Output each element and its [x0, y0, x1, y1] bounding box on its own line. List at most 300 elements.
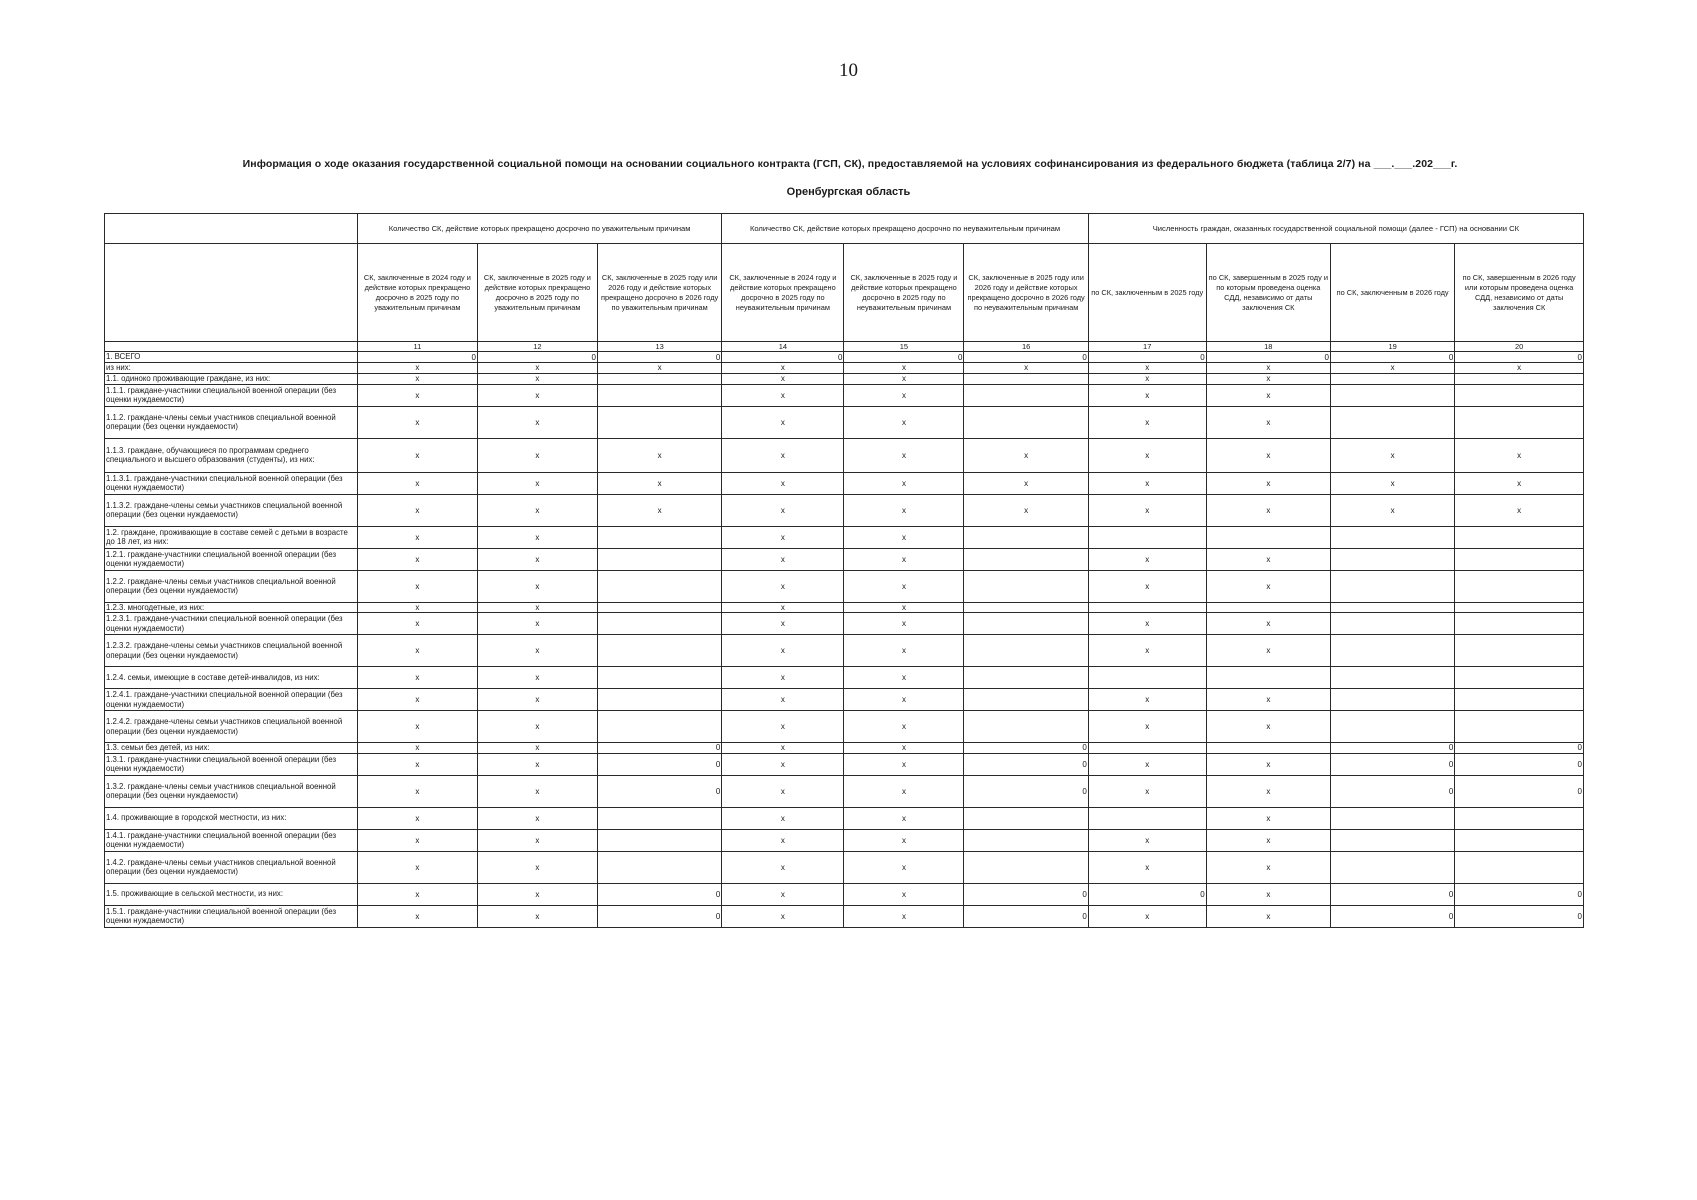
- table-cell: x: [1088, 613, 1206, 635]
- table-cell: x: [357, 753, 477, 775]
- table-cell: x: [722, 635, 844, 667]
- table-cell: x: [844, 883, 964, 905]
- table-cell: x: [1088, 851, 1206, 883]
- table-cell: [1330, 526, 1454, 548]
- table-row: [105, 526, 1584, 548]
- group-header-invalid-reasons: Количество СК, действие которых прекращено досрочно по неуважительным причинам: [722, 214, 1089, 244]
- table-cell: x: [1088, 472, 1206, 494]
- table-row: [105, 548, 1584, 570]
- table-row: [105, 775, 1584, 807]
- column-number-14: 14: [722, 342, 844, 352]
- table-cell: x: [1455, 472, 1584, 494]
- table-cell: [964, 406, 1088, 438]
- table-cell: [597, 851, 721, 883]
- table-row: [105, 570, 1584, 602]
- table-cell: x: [1088, 753, 1206, 775]
- table-cell: [597, 635, 721, 667]
- table-body: [105, 352, 1584, 928]
- table-cell: 0: [1330, 743, 1454, 754]
- table-cell: 0: [964, 352, 1088, 363]
- table-cell: x: [1088, 406, 1206, 438]
- table-cell: [964, 602, 1088, 613]
- table-cell: x: [1206, 438, 1330, 472]
- table-cell: x: [477, 753, 597, 775]
- column-header-14: СК, заключенные в 2024 году и действие которых прекращено досрочно в 2025 году по неуважительным причинам: [722, 244, 844, 342]
- table-row: [105, 883, 1584, 905]
- table-cell: x: [844, 494, 964, 526]
- table-cell: [1206, 667, 1330, 689]
- table-cell: [964, 613, 1088, 635]
- table-cell: x: [1206, 570, 1330, 602]
- table-cell: x: [1455, 438, 1584, 472]
- table-cell: x: [357, 438, 477, 472]
- table-cell: 0: [1088, 352, 1206, 363]
- column-number-11: 11: [357, 342, 477, 352]
- table-cell: x: [357, 472, 477, 494]
- table-cell: 0: [1088, 883, 1206, 905]
- table-cell: 0: [597, 753, 721, 775]
- table-cell: x: [1206, 775, 1330, 807]
- table-cell: x: [844, 570, 964, 602]
- table-cell: [1088, 526, 1206, 548]
- table-cell: x: [1206, 548, 1330, 570]
- table-cell: 0: [597, 743, 721, 754]
- table-cell: x: [477, 384, 597, 406]
- row-label: 1.4.2. граждане-члены семьи участников специальной военной операции (без оценки нуждаемости): [105, 851, 358, 883]
- table-cell: x: [597, 494, 721, 526]
- row-label: 1.1.3. граждане, обучающиеся по программам среднего специального и высшего образования (студенты), из них:: [105, 438, 358, 472]
- column-header-12: СК, заключенные в 2025 году и действие которых прекращено досрочно в 2025 году по уважительным причинам: [477, 244, 597, 342]
- column-header-13: СК, заключенные в 2025 году или 2026 году и действие которых прекращено досрочно в 2026 году по уважительным причинам: [597, 244, 721, 342]
- table-cell: x: [722, 743, 844, 754]
- table-cell: [964, 635, 1088, 667]
- table-cell: [1330, 373, 1454, 384]
- table-cell: x: [477, 807, 597, 829]
- table-cell: x: [1206, 711, 1330, 743]
- row-label: 1.2.2. граждане-члены семьи участников специальной военной операции (без оценки нуждаемости): [105, 570, 358, 602]
- row-label: 1.1.1. граждане-участники специальной военной операции (без оценки нуждаемости): [105, 384, 358, 406]
- table-cell: x: [597, 363, 721, 374]
- table-cell: x: [477, 883, 597, 905]
- table-cell: [964, 373, 1088, 384]
- table-cell: x: [477, 438, 597, 472]
- table-cell: x: [597, 438, 721, 472]
- table-cell: [1330, 602, 1454, 613]
- table-cell: x: [1088, 363, 1206, 374]
- table-cell: 0: [964, 775, 1088, 807]
- table-row: [105, 743, 1584, 754]
- table-cell: 0: [477, 352, 597, 363]
- table-cell: x: [844, 829, 964, 851]
- table-cell: [964, 689, 1088, 711]
- table-cell: x: [357, 851, 477, 883]
- table-cell: x: [477, 548, 597, 570]
- table-row: [105, 494, 1584, 526]
- table-cell: [964, 570, 1088, 602]
- row-label: 1.1.2. граждане-члены семьи участников специальной военной операции (без оценки нуждаемости): [105, 406, 358, 438]
- table-cell: [1455, 667, 1584, 689]
- table-cell: [964, 548, 1088, 570]
- table-row: [105, 613, 1584, 635]
- table-cell: x: [477, 905, 597, 927]
- table-cell: 0: [1330, 753, 1454, 775]
- table-cell: x: [1330, 363, 1454, 374]
- table-cell: x: [1088, 711, 1206, 743]
- table-cell: [1330, 667, 1454, 689]
- table-row: [105, 373, 1584, 384]
- table-cell: x: [357, 494, 477, 526]
- table-cell: x: [477, 373, 597, 384]
- table-cell: [1330, 851, 1454, 883]
- table-cell: [1330, 548, 1454, 570]
- table-cell: x: [722, 526, 844, 548]
- table-cell: [1455, 851, 1584, 883]
- table-cell: [1206, 526, 1330, 548]
- table-cell: [597, 689, 721, 711]
- header-blank-cell: [105, 244, 358, 342]
- row-label: 1.1.3.2. граждане-члены семьи участников специальной военной операции (без оценки нуждаемости): [105, 494, 358, 526]
- table-cell: x: [357, 775, 477, 807]
- table-cell: x: [477, 363, 597, 374]
- table-cell: 0: [964, 743, 1088, 754]
- table-cell: 0: [1455, 743, 1584, 754]
- table-cell: x: [844, 548, 964, 570]
- table-cell: x: [1088, 494, 1206, 526]
- row-label: 1.2.4. семьи, имеющие в составе детей-инвалидов, из них:: [105, 667, 358, 689]
- table-row: [105, 807, 1584, 829]
- table-cell: x: [477, 711, 597, 743]
- table-cell: [1455, 526, 1584, 548]
- table-cell: [1330, 829, 1454, 851]
- table-cell: x: [722, 689, 844, 711]
- table-cell: x: [357, 602, 477, 613]
- row-label: 1.3. семьи без детей, из них:: [105, 743, 358, 754]
- table-cell: x: [722, 711, 844, 743]
- table-cell: x: [1206, 363, 1330, 374]
- row-label: 1.2. граждане, проживающие в составе семей с детьми в возрасте до 18 лет, из них:: [105, 526, 358, 548]
- column-number-19: 19: [1330, 342, 1454, 352]
- table-cell: 0: [1330, 905, 1454, 927]
- table-cell: x: [722, 363, 844, 374]
- table-cell: x: [722, 602, 844, 613]
- table-cell: x: [722, 494, 844, 526]
- table-cell: [1455, 689, 1584, 711]
- table-cell: x: [1206, 883, 1330, 905]
- table-row: [105, 352, 1584, 363]
- table-cell: x: [964, 438, 1088, 472]
- table-cell: x: [844, 753, 964, 775]
- table-cell: [597, 807, 721, 829]
- row-label: 1.2.3.1. граждане-участники специальной военной операции (без оценки нуждаемости): [105, 613, 358, 635]
- table-cell: [1455, 613, 1584, 635]
- row-label: 1.3.2. граждане-члены семьи участников специальной военной операции (без оценки нуждаемости): [105, 775, 358, 807]
- table-cell: x: [477, 472, 597, 494]
- table-cell: [964, 384, 1088, 406]
- table-cell: [597, 570, 721, 602]
- table-cell: [1455, 373, 1584, 384]
- column-header-19: по СК, заключенным в 2026 году: [1330, 244, 1454, 342]
- table-cell: x: [1088, 635, 1206, 667]
- row-label: 1.2.3.2. граждане-члены семьи участников специальной военной операции (без оценки нуждаемости): [105, 635, 358, 667]
- table-cell: x: [844, 711, 964, 743]
- row-label: 1.4. проживающие в городской местности, из них:: [105, 807, 358, 829]
- table-cell: x: [844, 363, 964, 374]
- table-cell: x: [477, 851, 597, 883]
- table-cell: x: [357, 883, 477, 905]
- table-cell: x: [1206, 472, 1330, 494]
- table-cell: 0: [597, 775, 721, 807]
- table-cell: x: [357, 689, 477, 711]
- table-cell: [1455, 711, 1584, 743]
- table-row: [105, 711, 1584, 743]
- table-cell: [1088, 667, 1206, 689]
- table-cell: x: [357, 829, 477, 851]
- row-label: 1.4.1. граждане-участники специальной военной операции (без оценки нуждаемости): [105, 829, 358, 851]
- report-table: [104, 213, 1584, 928]
- table-cell: [964, 667, 1088, 689]
- table-cell: x: [1455, 494, 1584, 526]
- table-cell: x: [1088, 384, 1206, 406]
- table-cell: 0: [964, 905, 1088, 927]
- table-cell: x: [1206, 753, 1330, 775]
- table-cell: x: [357, 711, 477, 743]
- table-cell: x: [1330, 472, 1454, 494]
- table-cell: [1455, 570, 1584, 602]
- table-cell: [1330, 635, 1454, 667]
- table-cell: x: [844, 438, 964, 472]
- table-cell: 0: [964, 753, 1088, 775]
- table-cell: [964, 711, 1088, 743]
- table-row: [105, 851, 1584, 883]
- table-cell: x: [1206, 905, 1330, 927]
- table-cell: x: [1088, 373, 1206, 384]
- table-cell: [1088, 602, 1206, 613]
- table-cell: 0: [1330, 883, 1454, 905]
- table-cell: x: [722, 667, 844, 689]
- table-cell: x: [722, 905, 844, 927]
- row-label: 1. ВСЕГО: [105, 352, 358, 363]
- document-title: Информация о ходе оказания государственной социальной помощи на основании социального контракта (ГСП, СК), предоставляемой на условиях софинансирования из федерального бюджета (таблица 2/7) на ___.___.202___г.: [242, 158, 1458, 170]
- table-cell: 0: [1330, 775, 1454, 807]
- table-row: [105, 753, 1584, 775]
- table-cell: [1455, 829, 1584, 851]
- table-cell: [1330, 384, 1454, 406]
- table-cell: x: [964, 363, 1088, 374]
- table-cell: x: [722, 829, 844, 851]
- table-cell: x: [1206, 406, 1330, 438]
- table-cell: x: [964, 494, 1088, 526]
- table-cell: x: [844, 526, 964, 548]
- table-cell: x: [477, 602, 597, 613]
- region-name: Оренбургская область: [786, 186, 911, 198]
- table-cell: x: [1455, 363, 1584, 374]
- table-cell: x: [1088, 570, 1206, 602]
- column-header-16: СК, заключенные в 2025 году или 2026 году и действие которых прекращено досрочно в 2026 году по неуважительным причинам: [964, 244, 1088, 342]
- table-cell: x: [844, 775, 964, 807]
- table-cell: x: [1088, 775, 1206, 807]
- group-header-valid-reasons: Количество СК, действие которых прекращено досрочно по уважительным причинам: [357, 214, 721, 244]
- table-cell: [597, 829, 721, 851]
- table-cell: x: [844, 613, 964, 635]
- table-cell: x: [844, 905, 964, 927]
- table-cell: x: [844, 807, 964, 829]
- row-label: 1.2.1. граждане-участники специальной военной операции (без оценки нуждаемости): [105, 548, 358, 570]
- table-cell: x: [357, 548, 477, 570]
- table-cell: [597, 613, 721, 635]
- table-row: [105, 689, 1584, 711]
- table-cell: x: [357, 743, 477, 754]
- table-cell: [1206, 743, 1330, 754]
- row-label: 1.2.4.1. граждане-участники специальной военной операции (без оценки нуждаемости): [105, 689, 358, 711]
- row-label: из них:: [105, 363, 358, 374]
- table-cell: [1330, 406, 1454, 438]
- table-cell: x: [1088, 905, 1206, 927]
- row-label: 1.5. проживающие в сельской местности, из них:: [105, 883, 358, 905]
- table-cell: 0: [597, 352, 721, 363]
- column-header-18: по СК, завершенным в 2025 году и по которым проведена оценка СДД, независимо от даты заключения СК: [1206, 244, 1330, 342]
- table-row: [105, 472, 1584, 494]
- table-row: [105, 635, 1584, 667]
- table-cell: [1330, 570, 1454, 602]
- table-cell: x: [844, 373, 964, 384]
- table-cell: x: [844, 689, 964, 711]
- table-cell: x: [722, 406, 844, 438]
- row-label: 1.1. одиноко проживающие граждане, из них:: [105, 373, 358, 384]
- table-cell: x: [1206, 384, 1330, 406]
- row-label: 1.2.3. многодетные, из них:: [105, 602, 358, 613]
- table-cell: [1206, 602, 1330, 613]
- table-cell: [1330, 613, 1454, 635]
- table-cell: x: [357, 406, 477, 438]
- table-cell: x: [722, 373, 844, 384]
- table-cell: [1455, 406, 1584, 438]
- table-cell: x: [844, 472, 964, 494]
- table-cell: x: [357, 384, 477, 406]
- table-cell: x: [844, 743, 964, 754]
- table-cell: [1330, 711, 1454, 743]
- table-cell: 0: [1330, 352, 1454, 363]
- table-cell: [597, 548, 721, 570]
- table-cell: x: [1206, 373, 1330, 384]
- table-cell: x: [1206, 807, 1330, 829]
- table-cell: x: [844, 667, 964, 689]
- table-cell: [1330, 807, 1454, 829]
- table-cell: [597, 384, 721, 406]
- table-cell: x: [844, 406, 964, 438]
- column-number-18: 18: [1206, 342, 1330, 352]
- table-cell: 0: [722, 352, 844, 363]
- table-cell: x: [722, 613, 844, 635]
- table-cell: 0: [1455, 905, 1584, 927]
- table-cell: x: [844, 635, 964, 667]
- column-header-15: СК, заключенные в 2025 году и действие которых прекращено досрочно в 2025 году по неуважительным причинам: [844, 244, 964, 342]
- column-number-17: 17: [1088, 342, 1206, 352]
- table-cell: x: [357, 613, 477, 635]
- table-cell: x: [357, 807, 477, 829]
- row-label: 1.3.1. граждане-участники специальной военной операции (без оценки нуждаемости): [105, 753, 358, 775]
- table-row: [105, 438, 1584, 472]
- table-cell: x: [722, 807, 844, 829]
- table-cell: x: [722, 851, 844, 883]
- table-row: [105, 667, 1584, 689]
- table-cell: x: [1206, 689, 1330, 711]
- table-cell: x: [722, 775, 844, 807]
- table-cell: [597, 667, 721, 689]
- column-number-12: 12: [477, 342, 597, 352]
- table-cell: x: [1088, 438, 1206, 472]
- column-header-11: СК, заключенные в 2024 году и действие которых прекращено досрочно в 2025 году по уважительным причинам: [357, 244, 477, 342]
- table-cell: [597, 373, 721, 384]
- table-cell: [597, 406, 721, 438]
- column-header-17: по СК, заключенным в 2025 году: [1088, 244, 1206, 342]
- table-cell: 0: [357, 352, 477, 363]
- table-cell: x: [357, 363, 477, 374]
- table-cell: x: [357, 905, 477, 927]
- row-label: 1.1.3.1. граждане-участники специальной военной операции (без оценки нуждаемости): [105, 472, 358, 494]
- table-cell: 0: [1455, 775, 1584, 807]
- table-cell: [1455, 384, 1584, 406]
- table-cell: x: [477, 775, 597, 807]
- table-cell: [1455, 548, 1584, 570]
- table-cell: [597, 602, 721, 613]
- table-cell: x: [357, 373, 477, 384]
- table-cell: 0: [844, 352, 964, 363]
- table-cell: x: [964, 472, 1088, 494]
- table-cell: [1455, 807, 1584, 829]
- table-cell: 0: [1455, 352, 1584, 363]
- column-number-20: 20: [1455, 342, 1584, 352]
- table-cell: [1088, 807, 1206, 829]
- table-cell: x: [477, 494, 597, 526]
- table-cell: x: [722, 384, 844, 406]
- table-cell: x: [357, 526, 477, 548]
- table-cell: x: [477, 667, 597, 689]
- column-number-13: 13: [597, 342, 721, 352]
- table-row: [105, 905, 1584, 927]
- group-header-citizens-count: Численность граждан, оказанных государственной социальной помощи (далее - ГСП) на основании СК: [1088, 214, 1583, 244]
- table-cell: x: [722, 548, 844, 570]
- header-blank-cell: [105, 342, 358, 352]
- table-cell: x: [357, 667, 477, 689]
- table-cell: x: [722, 570, 844, 602]
- table-cell: [964, 526, 1088, 548]
- table-cell: [597, 711, 721, 743]
- row-label: 1.5.1. граждане-участники специальной военной операции (без оценки нуждаемости): [105, 905, 358, 927]
- table-cell: x: [357, 635, 477, 667]
- table-row: [105, 363, 1584, 374]
- table-cell: x: [477, 635, 597, 667]
- table-cell: [964, 807, 1088, 829]
- table-cell: x: [477, 743, 597, 754]
- table-row: [105, 406, 1584, 438]
- table-cell: 0: [1206, 352, 1330, 363]
- table-cell: [1088, 743, 1206, 754]
- table-cell: x: [1206, 494, 1330, 526]
- table-cell: x: [844, 384, 964, 406]
- table-cell: x: [357, 570, 477, 602]
- table-row: [105, 602, 1584, 613]
- table-cell: x: [477, 689, 597, 711]
- table-cell: 0: [964, 883, 1088, 905]
- table-cell: x: [844, 602, 964, 613]
- table-cell: [1330, 689, 1454, 711]
- table-cell: x: [477, 526, 597, 548]
- column-header-20: по СК, завершенным в 2026 году или которым проведена оценка СДД, независимо от даты заключения СК: [1455, 244, 1584, 342]
- table-cell: x: [1206, 851, 1330, 883]
- table-cell: x: [1088, 689, 1206, 711]
- row-label: 1.2.4.2. граждане-члены семьи участников специальной военной операции (без оценки нуждаемости): [105, 711, 358, 743]
- table-cell: x: [477, 613, 597, 635]
